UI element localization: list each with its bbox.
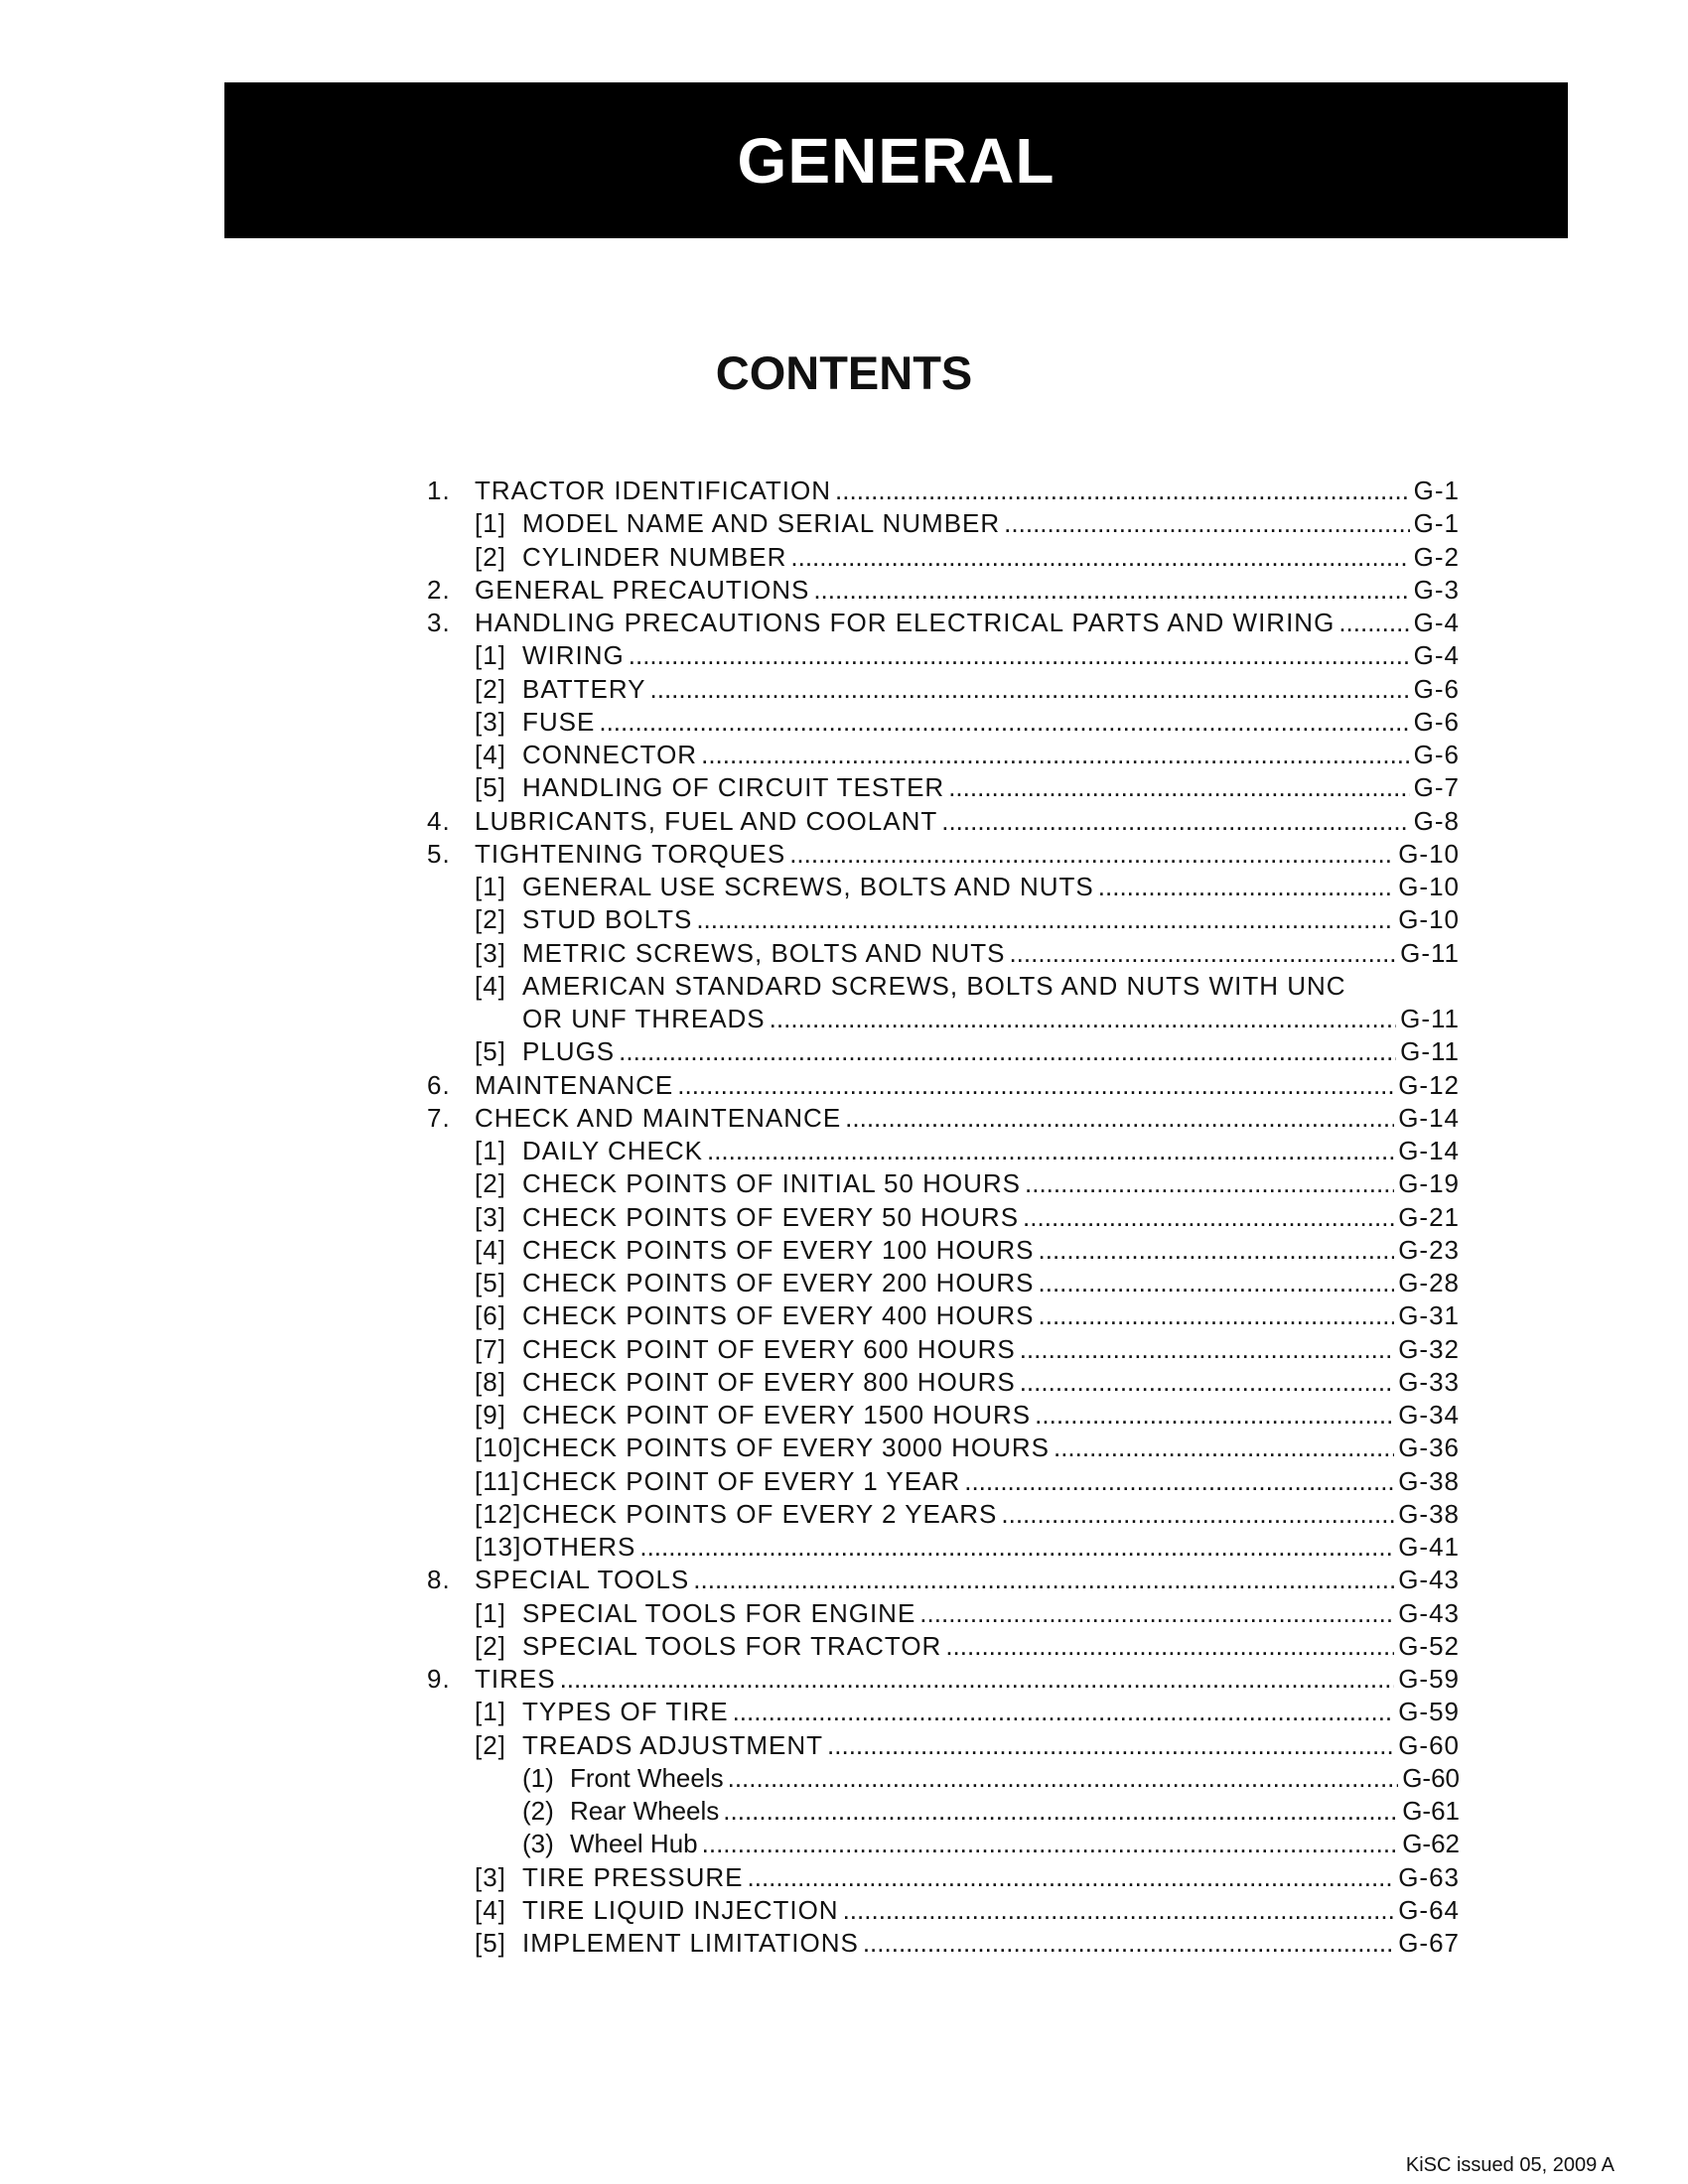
toc-leader (1004, 507, 1409, 540)
toc-number: [2] (475, 541, 506, 572)
toc-number: [6] (475, 1300, 506, 1331)
toc-label: Rear Wheels (570, 1796, 720, 1826)
toc-label: TIRE PRESSURE (522, 1861, 744, 1892)
toc-entry[interactable] (427, 1399, 1460, 1432)
toc-entry[interactable] (427, 903, 1460, 936)
toc-leader (863, 1927, 1394, 1960)
toc-leader (1001, 1498, 1394, 1531)
toc-number: [2] (475, 673, 506, 704)
toc-entry[interactable] (427, 1729, 1460, 1762)
toc-entry[interactable] (427, 739, 1460, 771)
toc-leader (701, 739, 1410, 771)
toc-label: CHECK POINT OF EVERY 800 HOURS (522, 1366, 1016, 1397)
toc-leader (693, 1564, 1394, 1596)
toc-number: [1] (475, 1597, 506, 1628)
toc-entry[interactable] (427, 1630, 1460, 1663)
toc-leader (789, 838, 1394, 871)
toc-page: G-59 (1398, 1664, 1460, 1694)
toc-entry[interactable] (427, 1927, 1460, 1960)
toc-label: CHECK POINTS OF EVERY 3000 HOURS (522, 1433, 1050, 1463)
toc-leader (827, 1729, 1394, 1762)
toc-label: Wheel Hub (570, 1829, 698, 1859)
toc-entry[interactable] (427, 507, 1460, 540)
toc-page: G-1 (1413, 508, 1460, 539)
toc-number: [7] (475, 1333, 506, 1364)
toc-leader (1009, 937, 1396, 970)
toc-entry[interactable] (427, 607, 1460, 639)
toc-page: G-11 (1400, 1036, 1460, 1067)
toc-number: [2] (475, 1729, 506, 1760)
toc-leader (728, 1762, 1399, 1795)
toc-leader (964, 1465, 1394, 1498)
toc-leader (1020, 1333, 1394, 1366)
toc-entry[interactable] (427, 475, 1460, 507)
toc-leader (748, 1861, 1395, 1894)
toc-page: G-43 (1398, 1597, 1460, 1628)
toc-label: STUD BOLTS (522, 904, 693, 935)
toc-leader (790, 541, 1409, 574)
toc-entry[interactable] (427, 1333, 1460, 1366)
toc-entry[interactable] (427, 1696, 1460, 1728)
toc-label: TIRES (475, 1664, 556, 1694)
toc-leader (1098, 871, 1394, 903)
toc-label: TREADS ADJUSTMENT (522, 1729, 824, 1760)
toc-leader (948, 771, 1409, 804)
toc-number: [11] (475, 1465, 520, 1496)
toc-leader (1025, 1167, 1394, 1200)
toc-page: G-64 (1398, 1894, 1460, 1925)
toc-page: G-28 (1398, 1268, 1460, 1297)
toc-leader (843, 1894, 1395, 1927)
toc-entry[interactable] (427, 937, 1460, 970)
toc-page: G-11 (1400, 1004, 1460, 1033)
toc-label: CHECK POINT OF EVERY 600 HOURS (522, 1333, 1016, 1364)
toc-page: G-6 (1413, 740, 1460, 769)
toc-page: G-60 (1402, 1762, 1460, 1793)
toc-entry[interactable] (427, 1498, 1460, 1531)
toc-label: TIRE LIQUID INJECTION (522, 1894, 839, 1925)
toc-page: G-43 (1398, 1565, 1460, 1595)
toc-number: [2] (475, 1168, 506, 1199)
toc-number: [4] (475, 1234, 506, 1265)
toc-leader (733, 1696, 1395, 1728)
toc-label: GENERAL PRECAUTIONS (475, 574, 810, 605)
toc-number: 6. (427, 1069, 451, 1100)
toc-number: [3] (475, 1861, 506, 1892)
toc-entry[interactable] (427, 1366, 1460, 1399)
toc-entry[interactable] (427, 1828, 1460, 1860)
toc-page: G-21 (1398, 1201, 1460, 1232)
toc-number: [4] (475, 740, 506, 769)
toc-number: [1] (475, 640, 506, 671)
toc-label: Front Wheels (570, 1762, 724, 1793)
toc-label: TYPES OF TIRE (522, 1697, 729, 1727)
toc-label: OTHERS (522, 1532, 636, 1562)
toc-label: METRIC SCREWS, BOLTS AND NUTS (522, 937, 1006, 968)
toc-leader (1039, 1267, 1395, 1299)
toc-label: CHECK POINT OF EVERY 1500 HOURS (522, 1400, 1032, 1430)
toc-label: CONNECTOR (522, 740, 698, 769)
toc-label: CHECK POINTS OF EVERY 400 HOURS (522, 1300, 1035, 1331)
toc-label: CHECK POINTS OF INITIAL 50 HOURS (522, 1168, 1022, 1199)
toc-leader (599, 706, 1409, 739)
toc-number: (3) (522, 1829, 554, 1859)
toc-page: G-4 (1413, 640, 1460, 671)
toc-page: G-59 (1398, 1697, 1460, 1727)
toc-page: G-23 (1398, 1234, 1460, 1265)
toc-label: CHECK POINT OF EVERY 1 YEAR (522, 1465, 961, 1496)
toc-label: DAILY CHECK (522, 1136, 703, 1165)
toc-label: CHECK POINTS OF EVERY 2 YEARS (522, 1498, 998, 1529)
toc-number: 4. (427, 805, 451, 836)
toc-leader (1039, 1299, 1395, 1332)
toc-leader (639, 1531, 1394, 1564)
toc-label: SPECIAL TOOLS FOR ENGINE (522, 1597, 916, 1628)
toc-number: (2) (522, 1796, 554, 1826)
toc-number: [5] (475, 1268, 506, 1297)
toc-entry-continuation[interactable] (427, 1003, 1460, 1035)
toc-leader (677, 1069, 1394, 1102)
toc-page: G-10 (1398, 904, 1460, 935)
toc-leader (919, 1597, 1394, 1630)
toc-entry[interactable] (427, 673, 1460, 706)
toc-page: G-7 (1413, 772, 1460, 803)
toc-page: G-62 (1402, 1829, 1460, 1859)
toc-label: FUSE (522, 706, 596, 737)
toc-number: (1) (522, 1762, 554, 1793)
toc-number: [5] (475, 772, 506, 803)
toc-page: G-38 (1398, 1498, 1460, 1529)
toc-page: G-36 (1398, 1433, 1460, 1463)
toc-label: HANDLING OF CIRCUIT TESTER (522, 772, 945, 803)
toc-label: TRACTOR IDENTIFICATION (475, 476, 832, 505)
toc-label: GENERAL USE SCREWS, BOLTS AND NUTS (522, 872, 1094, 901)
toc-label: IMPLEMENT LIMITATIONS (522, 1928, 859, 1958)
toc-label: BATTERY (522, 673, 646, 704)
contents-heading: CONTENTS (715, 346, 973, 399)
toc-number: [4] (475, 1894, 506, 1925)
toc-page: G-41 (1398, 1532, 1460, 1562)
toc-page: G-2 (1413, 541, 1460, 572)
toc-number: 9. (427, 1664, 451, 1694)
section-title: GENERAL (737, 124, 1055, 197)
toc-number: [1] (475, 1697, 506, 1727)
toc-entry[interactable] (427, 1035, 1460, 1068)
toc-entry[interactable] (427, 1267, 1460, 1299)
toc-entry[interactable] (427, 838, 1460, 871)
toc-entry[interactable] (427, 1861, 1460, 1894)
toc-entry[interactable] (427, 1465, 1460, 1498)
toc-leader (1338, 607, 1409, 639)
toc-page: G-11 (1400, 937, 1460, 968)
toc-number: 7. (427, 1102, 451, 1133)
toc-number: [5] (475, 1036, 506, 1067)
toc-entry[interactable] (427, 541, 1460, 574)
toc-number: [3] (475, 937, 506, 968)
toc-number: [1] (475, 872, 506, 901)
toc-leader (696, 903, 1394, 936)
toc-page: G-19 (1398, 1168, 1460, 1199)
section-banner (224, 82, 1568, 238)
toc-label: TIGHTENING TORQUES (475, 838, 786, 869)
toc-page: G-34 (1398, 1400, 1460, 1430)
toc-number: [2] (475, 904, 506, 935)
toc-leader (723, 1795, 1398, 1828)
toc-page: G-3 (1413, 574, 1460, 605)
toc-entry[interactable] (427, 771, 1460, 804)
toc-number: [12] (475, 1498, 522, 1529)
toc-label: AMERICAN STANDARD SCREWS, BOLTS AND NUTS WITH UNC (522, 970, 1346, 1001)
toc-page: G-31 (1398, 1300, 1460, 1331)
toc-entry[interactable] (427, 805, 1460, 838)
toc-leader (629, 639, 1410, 672)
toc-label: CHECK POINTS OF EVERY 200 HOURS (522, 1268, 1035, 1297)
toc-label: LUBRICANTS, FUEL AND COOLANT (475, 805, 938, 836)
toc-entry[interactable] (427, 1597, 1460, 1630)
toc-label: SPECIAL TOOLS FOR TRACTOR (522, 1630, 942, 1661)
toc-entry[interactable] (427, 1069, 1460, 1102)
toc-label: MODEL NAME AND SERIAL NUMBER (522, 508, 1001, 539)
toc-entry[interactable] (427, 1234, 1460, 1267)
toc-leader (770, 1003, 1396, 1035)
toc-entry[interactable] (427, 1201, 1460, 1234)
toc-label-continuation: OR UNF THREADS (522, 1004, 766, 1033)
toc-entry[interactable] (427, 970, 1460, 1003)
toc-label: WIRING (522, 640, 625, 671)
toc-page: G-14 (1398, 1102, 1460, 1133)
toc-label: CHECK POINTS OF EVERY 100 HOURS (522, 1234, 1035, 1265)
toc-entry[interactable] (427, 1299, 1460, 1332)
toc-entry[interactable] (427, 1135, 1460, 1167)
toc-leader (845, 1102, 1394, 1135)
table-of-contents (427, 475, 1460, 1960)
toc-entry[interactable] (427, 1564, 1460, 1596)
toc-number: [3] (475, 706, 506, 737)
toc-entry[interactable] (427, 639, 1460, 672)
toc-number: [1] (475, 1136, 506, 1165)
toc-leader (707, 1135, 1394, 1167)
toc-leader (1054, 1432, 1394, 1464)
toc-number: [4] (475, 970, 506, 1001)
toc-page: G-32 (1398, 1333, 1460, 1364)
toc-entry[interactable] (427, 1531, 1460, 1564)
toc-entry[interactable] (427, 1762, 1460, 1795)
toc-page: G-4 (1413, 608, 1460, 637)
toc-entry[interactable] (427, 574, 1460, 607)
toc-number: [5] (475, 1928, 506, 1958)
toc-page: G-1 (1413, 476, 1460, 505)
toc-number: 5. (427, 838, 451, 869)
toc-leader (1020, 1366, 1394, 1399)
toc-number: [8] (475, 1366, 506, 1397)
toc-label: HANDLING PRECAUTIONS FOR ELECTRICAL PARTS AND WIRING (475, 608, 1336, 637)
toc-page: G-14 (1398, 1136, 1460, 1165)
toc-label: SPECIAL TOOLS (475, 1565, 690, 1595)
toc-number: [2] (475, 1630, 506, 1661)
toc-page: G-38 (1398, 1465, 1460, 1496)
toc-label: CHECK AND MAINTENANCE (475, 1102, 842, 1133)
toc-number: 2. (427, 574, 451, 605)
toc-number: [10] (475, 1433, 522, 1463)
toc-entry[interactable] (427, 1795, 1460, 1828)
toc-page: G-6 (1413, 673, 1460, 704)
toc-page: G-6 (1413, 706, 1460, 737)
toc-entry[interactable] (427, 1894, 1460, 1927)
toc-page: G-52 (1398, 1630, 1460, 1661)
footer-issue-note: KiSC issued 05, 2009 A (1405, 2154, 1615, 2176)
toc-number: 8. (427, 1565, 451, 1595)
toc-entry[interactable] (427, 1432, 1460, 1464)
toc-page: G-10 (1398, 872, 1460, 901)
toc-leader (650, 673, 1410, 706)
toc-leader (941, 805, 1409, 838)
toc-leader (702, 1828, 1399, 1860)
toc-leader (945, 1630, 1394, 1663)
toc-number: [13] (475, 1532, 522, 1562)
toc-page: G-8 (1413, 805, 1460, 836)
toc-page: G-10 (1398, 838, 1460, 869)
toc-page: G-12 (1398, 1069, 1460, 1100)
toc-leader (1039, 1234, 1395, 1267)
toc-entry[interactable] (427, 871, 1460, 903)
toc-label: CYLINDER NUMBER (522, 541, 787, 572)
toc-page: G-60 (1398, 1729, 1460, 1760)
toc-leader (835, 475, 1410, 507)
toc-number: 3. (427, 608, 451, 637)
toc-number: [3] (475, 1201, 506, 1232)
toc-page: G-33 (1398, 1366, 1460, 1397)
toc-leader (619, 1035, 1396, 1068)
toc-label: MAINTENANCE (475, 1069, 674, 1100)
toc-number: 1. (427, 476, 451, 505)
toc-page: G-67 (1398, 1928, 1460, 1958)
toc-leader (813, 574, 1409, 607)
toc-page: G-61 (1402, 1796, 1460, 1826)
toc-number: [9] (475, 1400, 506, 1430)
toc-entry[interactable] (427, 706, 1460, 739)
toc-label: PLUGS (522, 1036, 616, 1067)
toc-entry[interactable] (427, 1167, 1460, 1200)
toc-label: CHECK POINTS OF EVERY 50 HOURS (522, 1201, 1020, 1232)
toc-number: [1] (475, 508, 506, 539)
toc-leader (1023, 1201, 1394, 1234)
toc-leader (1035, 1399, 1394, 1432)
toc-entry[interactable] (427, 1102, 1460, 1135)
toc-page: G-63 (1398, 1861, 1460, 1892)
toc-entry[interactable] (427, 1663, 1460, 1696)
toc-leader (560, 1663, 1395, 1696)
